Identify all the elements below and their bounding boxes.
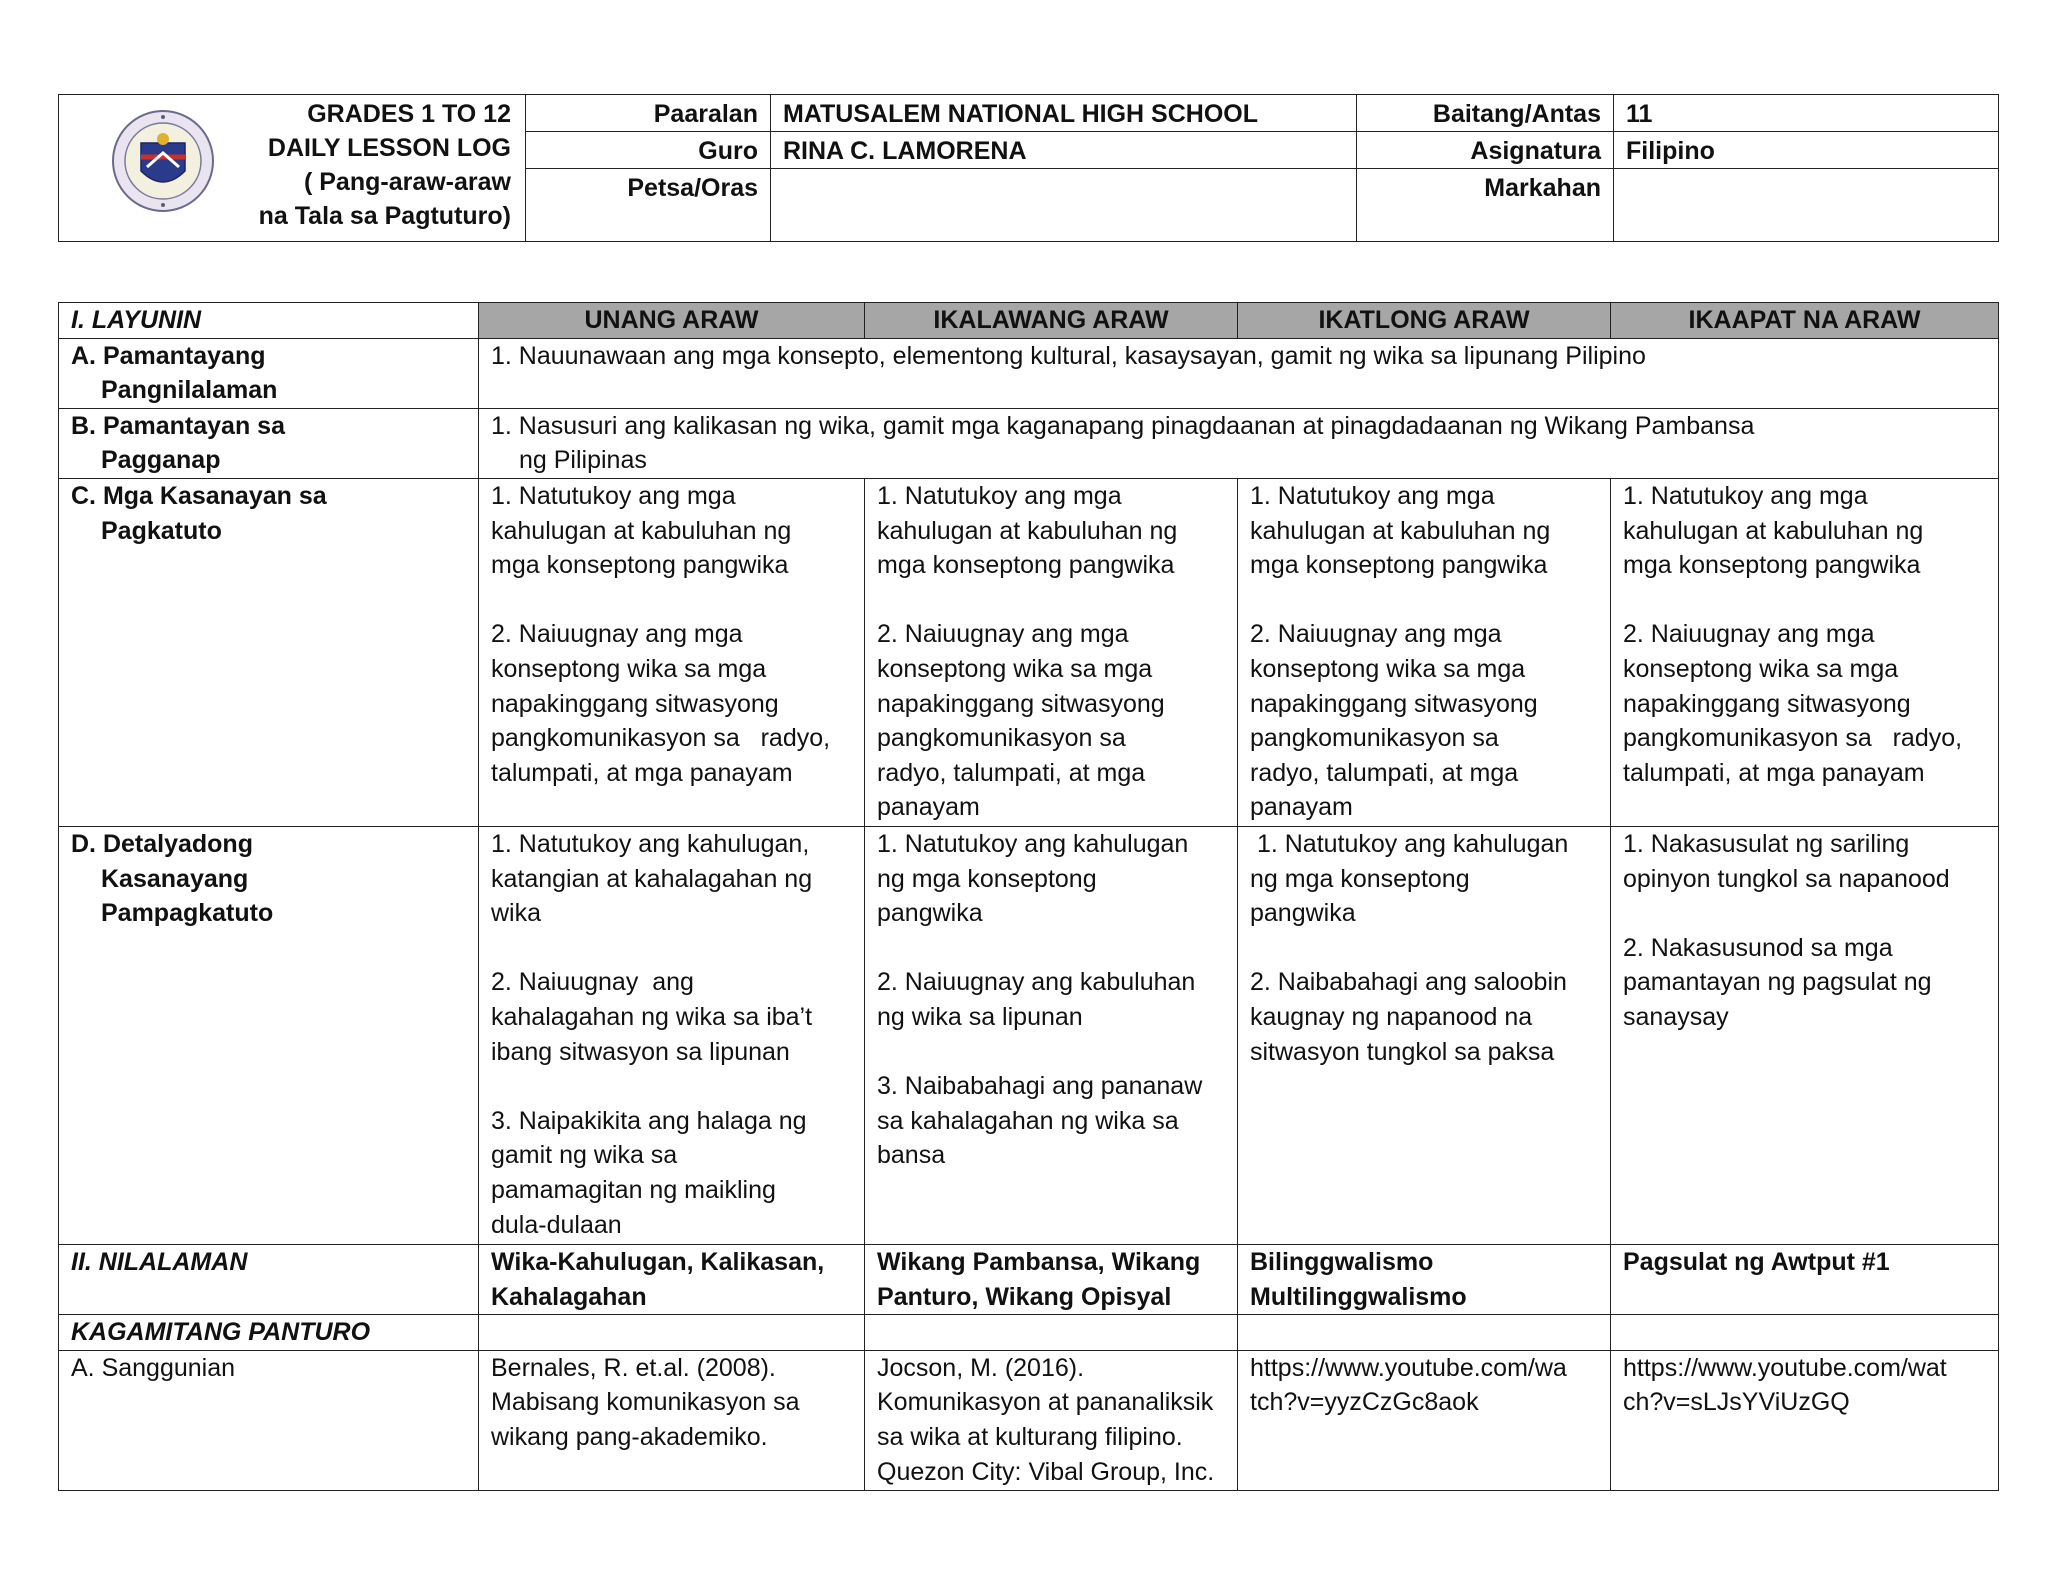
cell-line: kahulugan at kabuluhan ng: [491, 516, 792, 545]
subject-label: Asignatura: [1357, 132, 1614, 169]
performance-standard-label: [59, 408, 479, 478]
lesson-log-table: [58, 302, 1999, 1491]
competencies-day4: [1611, 478, 1999, 826]
cell-line: konseptong wika sa mga: [491, 654, 767, 683]
cell-line: Kahalagahan: [491, 1282, 647, 1311]
cell-line: pangwika: [877, 899, 983, 928]
cell-line: konseptong wika sa mga: [1623, 654, 1899, 683]
day-header: IKALAWANG ARAW: [865, 303, 1238, 339]
content-standard-text: 1. Nauunawaan ang mga konsepto, elementong kultural, kasaysayan, gamit ng wika sa lipunang Pilipino: [479, 338, 1999, 408]
cell-line: napakinggang sitwasyong: [1250, 689, 1538, 718]
cell-line: ch?v=sLJsYViUzGQ: [1623, 1388, 1850, 1417]
cell-line: [1250, 583, 1598, 618]
cell-line: kahulugan at kabuluhan ng: [1250, 516, 1551, 545]
detailed-competencies-day1: [479, 826, 865, 1244]
table-row: [59, 1315, 1999, 1351]
cell-line: Bernales, R. et.al. (2008).: [491, 1353, 776, 1382]
label-line: B. Pamantayan sa: [71, 411, 285, 440]
day-header: IKAAPAT NA ARAW: [1611, 303, 1999, 339]
cell-line: dula-dulaan: [491, 1210, 622, 1239]
cell-line: panayam: [877, 793, 980, 822]
detailed-competencies-label: [59, 826, 479, 1244]
cell-line: 1. Natutukoy ang mga: [877, 481, 1122, 510]
cell-line: ng wika sa lipunan: [877, 1002, 1083, 1031]
table-row: [59, 408, 1999, 478]
cell-line: https://www.youtube.com/wa: [1250, 1353, 1567, 1382]
cell-line: https://www.youtube.com/wat: [1623, 1353, 1947, 1382]
cell-line: talumpati, at mga panayam: [1623, 758, 1925, 787]
label-line: Pangnilalaman: [101, 376, 278, 405]
cell-line: kahulugan at kabuluhan ng: [877, 516, 1178, 545]
cell-line: [1623, 896, 1986, 931]
content-day3: [1238, 1244, 1611, 1314]
detailed-competencies-day4: [1611, 826, 1999, 1244]
cell-line: Komunikasyon at pananaliksik: [877, 1388, 1214, 1417]
content-day2: [865, 1244, 1238, 1314]
school-value: MATUSALEM NATIONAL HIGH SCHOOL: [771, 95, 1357, 132]
cell-line: pangkomunikasyon sa: [1250, 724, 1499, 753]
competencies-day1: [479, 478, 865, 826]
day-header: UNANG ARAW: [479, 303, 865, 339]
cell-line: sanaysay: [1623, 1002, 1729, 1031]
teacher-label: Guro: [526, 132, 771, 169]
cell-line: gamit ng wika sa: [491, 1141, 678, 1170]
cell-line: sa kahalagahan ng wika sa: [877, 1106, 1179, 1135]
cell-line: 1. Natutukoy ang kahulugan: [1250, 829, 1569, 858]
cell-line: 2. Naiuugnay ang: [491, 968, 694, 997]
cell-line: 3. Naibabahagi ang pananaw: [877, 1072, 1203, 1101]
competencies-day2: [865, 478, 1238, 826]
cell-line: 2. Naiuugnay ang mga: [1250, 620, 1502, 649]
cell-line: [877, 1035, 1225, 1070]
empty-cell: [865, 1315, 1238, 1351]
cell-line: 1. Natutukoy ang mga: [1623, 481, 1868, 510]
dll-title-line: ( Pang-araw-araw: [303, 168, 511, 196]
cell-line: 1. Natutukoy ang kahulugan: [877, 829, 1189, 858]
empty-cell: [479, 1315, 865, 1351]
cell-line: kaugnay ng napanood na: [1250, 1002, 1533, 1031]
cell-line: napakinggang sitwasyong: [491, 689, 779, 718]
cell-line: [877, 931, 1225, 966]
dll-title-line: DAILY LESSON LOG: [267, 134, 511, 162]
cell-line: Wika-Kahulugan, Kalikasan,: [491, 1247, 825, 1276]
label-line: A. Pamantayang: [71, 341, 266, 370]
cell-line: [491, 1069, 852, 1104]
references-day3: [1238, 1350, 1611, 1490]
cell-line: wikang pang-akademiko.: [491, 1422, 768, 1451]
cell-line: pangwika: [1250, 899, 1356, 928]
text-line: 1. Nasusuri ang kalikasan ng wika, gamit mga kaganapang pinagdaanan at pinagdadaanan ng Wikang Pambansa: [491, 411, 1755, 440]
cell-line: Pagsulat ng Awtput #1: [1623, 1247, 1890, 1276]
cell-line: ng mga konseptong: [1250, 864, 1470, 893]
cell-line: mga konseptong pangwika: [1250, 551, 1548, 580]
cell-line: [1250, 931, 1598, 966]
label-line: Pagganap: [101, 446, 221, 475]
cell-line: napakinggang sitwasyong: [877, 689, 1165, 718]
cell-line: konseptong wika sa mga: [1250, 654, 1526, 683]
cell-line: talumpati, at mga panayam: [491, 758, 793, 787]
table-row: [59, 826, 1999, 1244]
cell-line: radyo, talumpati, at mga: [877, 758, 1146, 787]
cell-line: sa wika at kulturang filipino.: [877, 1422, 1183, 1451]
cell-line: 2. Naibabahagi ang saloobin: [1250, 968, 1567, 997]
cell-line: mga konseptong pangwika: [877, 551, 1175, 580]
cell-line: radyo, talumpati, at mga: [1250, 758, 1519, 787]
cell-line: Multilinggwalismo: [1250, 1282, 1467, 1311]
content-day4: [1611, 1244, 1999, 1314]
cell-line: [491, 931, 852, 966]
text-line: ng Pilipinas: [519, 446, 647, 475]
label-line: D. Detalyadong: [71, 829, 253, 858]
cell-line: Mabisang komunikasyon sa: [491, 1388, 800, 1417]
cell-line: mga konseptong pangwika: [1623, 551, 1921, 580]
cell-line: kahalagahan ng wika sa iba’t: [491, 1002, 813, 1031]
cell-line: pangkomunikasyon sa radyo,: [1623, 724, 1963, 753]
materials-title: KAGAMITANG PANTURO: [59, 1315, 479, 1351]
cell-line: 2. Naiuugnay ang kabuluhan: [877, 968, 1196, 997]
cell-line: wika: [491, 899, 542, 928]
cell-line: Quezon City: Vibal Group, Inc.: [877, 1457, 1215, 1486]
cell-line: sitwasyon tungkol sa paksa: [1250, 1037, 1555, 1066]
content-day1: [479, 1244, 865, 1314]
cell-line: 3. Naipakikita ang halaga ng: [491, 1106, 807, 1135]
empty-cell: [1611, 1315, 1999, 1351]
cell-line: 2. Naiuugnay ang mga: [877, 620, 1129, 649]
cell-line: pangkomunikasyon sa: [877, 724, 1126, 753]
cell-line: [877, 583, 1225, 618]
cell-line: 2. Nakasusunod sa mga: [1623, 933, 1893, 962]
cell-line: pamantayan ng pagsulat ng: [1623, 968, 1932, 997]
table-row: [59, 1350, 1999, 1490]
cell-line: napakinggang sitwasyong: [1623, 689, 1911, 718]
cell-line: 1. Natutukoy ang kahulugan,: [491, 829, 810, 858]
cell-line: pangkomunikasyon sa radyo,: [491, 724, 831, 753]
content-title: II. NILALAMAN: [59, 1244, 479, 1314]
cell-line: Jocson, M. (2016).: [877, 1353, 1085, 1382]
cell-line: 1. Nakasusulat ng sariling: [1623, 829, 1910, 858]
school-label: Paaralan: [526, 95, 771, 132]
cell-line: Wikang Pambansa, Wikang: [877, 1247, 1201, 1276]
cell-line: Panturo, Wikang Opisyal: [877, 1282, 1172, 1311]
cell-line: 2. Naiuugnay ang mga: [1623, 620, 1875, 649]
table-row: [59, 338, 1999, 408]
detailed-competencies-day2: [865, 826, 1238, 1244]
quarter-label: Markahan: [1357, 169, 1614, 242]
cell-line: bansa: [877, 1141, 946, 1170]
day-header: IKATLONG ARAW: [1238, 303, 1611, 339]
references-day4: [1611, 1350, 1999, 1490]
dll-title-line: GRADES 1 TO 12: [307, 100, 511, 128]
date-label: Petsa/Oras: [526, 169, 771, 242]
cell-line: 2. Naiuugnay ang mga: [491, 620, 743, 649]
empty-cell: [1238, 1315, 1611, 1351]
objectives-title: I. LAYUNIN: [59, 303, 479, 339]
cell-line: ibang sitwasyon sa lipunan: [491, 1037, 790, 1066]
cell-line: panayam: [1250, 793, 1353, 822]
deped-seal-icon: [111, 109, 215, 213]
label-line: Pagkatuto: [101, 516, 222, 545]
cell-line: tch?v=yyzCzGc8aok: [1250, 1388, 1479, 1417]
content-standard-label: [59, 338, 479, 408]
table-row: [59, 303, 1999, 339]
cell-line: katangian at kahalagahan ng: [491, 864, 813, 893]
cell-line: 1. Natutukoy ang mga: [1250, 481, 1495, 510]
references-label: A. Sanggunian: [59, 1350, 479, 1490]
references-day1: [479, 1350, 865, 1490]
label-line: Kasanayang: [101, 864, 249, 893]
cell-line: mga konseptong pangwika: [491, 551, 789, 580]
cell-line: [1623, 583, 1986, 618]
cell-line: pamamagitan ng maikling: [491, 1175, 776, 1204]
dll-title: [259, 97, 511, 233]
quarter-value: [1614, 169, 1999, 242]
label-line: C. Mga Kasanayan sa: [71, 481, 327, 510]
subject-value: Filipino: [1614, 132, 1999, 169]
cell-line: kahulugan at kabuluhan ng: [1623, 516, 1924, 545]
header-logo-title-cell: [59, 95, 526, 242]
references-day2: [865, 1350, 1238, 1490]
cell-line: [491, 583, 852, 618]
cell-line: opinyon tungkol sa napanood: [1623, 864, 1950, 893]
cell-line: 1. Natutukoy ang mga: [491, 481, 736, 510]
cell-line: konseptong wika sa mga: [877, 654, 1153, 683]
header-table: [58, 94, 1999, 242]
cell-line: Bilinggwalismo: [1250, 1247, 1434, 1276]
grade-label: Baitang/Antas: [1357, 95, 1614, 132]
competencies-label: [59, 478, 479, 826]
cell-line: ng mga konseptong: [877, 864, 1097, 893]
date-value: [771, 169, 1357, 242]
competencies-day3: [1238, 478, 1611, 826]
detailed-competencies-day3: [1238, 826, 1611, 1244]
table-row: [59, 478, 1999, 826]
performance-standard-text: [479, 408, 1999, 478]
dll-title-line: na Tala sa Pagtuturo): [258, 202, 511, 230]
label-line: Pampagkatuto: [101, 899, 274, 928]
table-row: [59, 1244, 1999, 1314]
teacher-value: RINA C. LAMORENA: [771, 132, 1357, 169]
grade-value: 11: [1614, 95, 1999, 132]
